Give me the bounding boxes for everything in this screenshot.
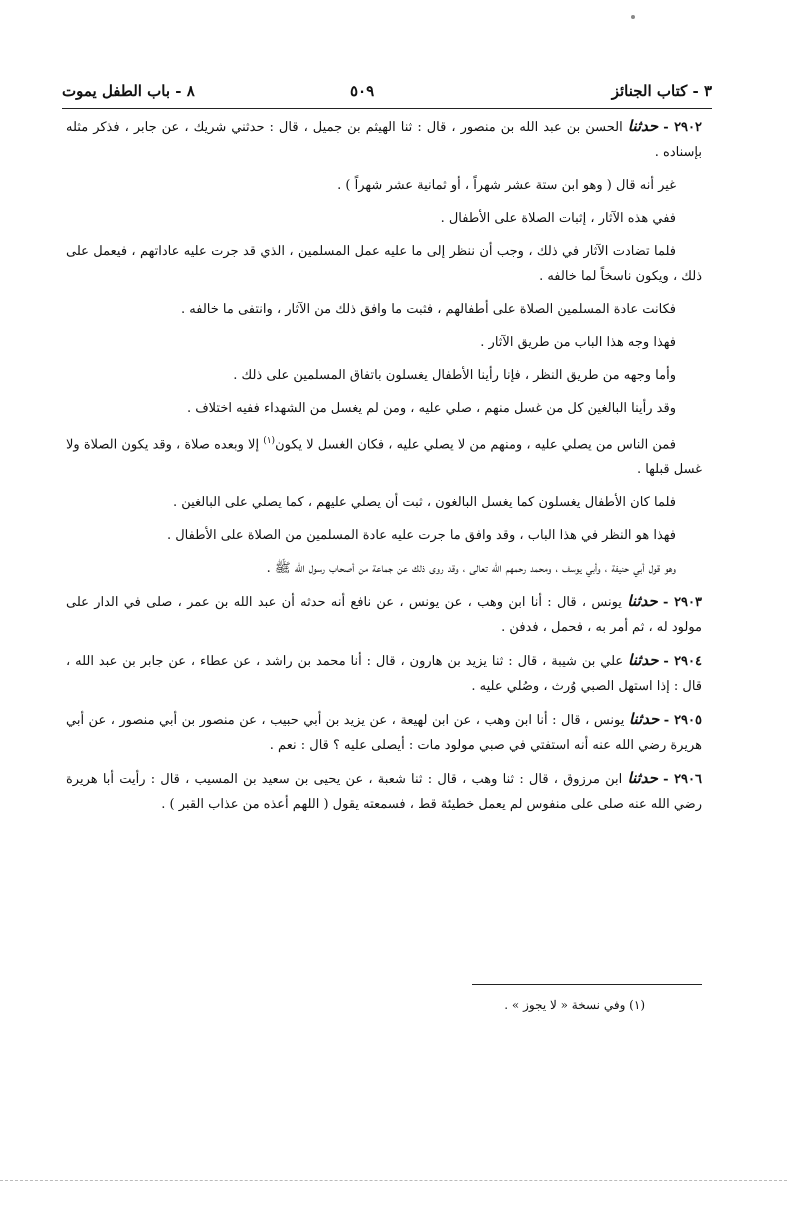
- narration-keyword: حدثنا: [628, 651, 659, 670]
- commentary-paragraph: [66, 556, 702, 581]
- hadith-paragraph: [66, 766, 702, 817]
- hadith-paragraph: [66, 114, 702, 165]
- footnote: (١) وفي نسخة « لا يجوز » .: [504, 998, 645, 1012]
- paragraph-text: الحسن بن عبد الله بن منصور ، قال : ثنا الهيثم بن جميل ، قال : حدثني شريك ، عن جابر ، فذكر مثله بإسناده .: [66, 120, 702, 160]
- commentary-paragraph: [66, 330, 702, 355]
- footnote-rule: [472, 984, 702, 985]
- narration-keyword: حدثنا: [628, 710, 660, 729]
- narration-keyword: حدثنا: [627, 117, 659, 135]
- paragraph-text: غير أنه قال ( وهو ابن ستة عشر شهراً ، أو ثمانية عشر شهراً ) .: [337, 178, 676, 193]
- hadith-number: ٢٩٠٣ -: [662, 595, 703, 611]
- paragraph-text: فهذا هو النظر في هذا الباب ، وقد وافق ما جرت عليه عادة المسلمين من الصلاة على الأطفال .: [166, 528, 676, 544]
- paragraph-text: فكانت عادة المسلمين الصلاة على أطفالهم ، فثبت ما وافق ذلك من الآثار ، وانتفى ما خالفه .: [181, 302, 676, 317]
- footnote-marker: (١): [263, 436, 276, 446]
- commentary-paragraph: [66, 490, 702, 515]
- commentary-paragraph: [66, 363, 702, 388]
- narration-keyword: حدثنا: [627, 769, 658, 788]
- paragraph-text: وهو قول أبي حنيفة ، وأبي يوسف ، ومحمد رحمهم الله تعالى ، وقد روى ذلك عن جماعة من أصحاب رسول الله ﷺ .: [266, 561, 676, 577]
- hadith-paragraph: [66, 648, 702, 699]
- hadith-number: ٢٩٠٥ -: [663, 713, 703, 729]
- scan-speck: [631, 15, 635, 19]
- commentary-paragraph: [66, 523, 702, 548]
- commentary-paragraph: [66, 429, 702, 482]
- header-book-title: ٣ - كتاب الجنائز: [611, 82, 712, 100]
- commentary-paragraph: [66, 206, 702, 231]
- running-header: [62, 78, 712, 104]
- hadith-paragraph: [66, 707, 702, 758]
- paragraph-text: فهذا وجه هذا الباب من طريق الآثار .: [480, 335, 676, 350]
- header-section-title: ٨ - باب الطفل يموت: [62, 82, 195, 100]
- commentary-paragraph: [66, 396, 702, 421]
- hadith-number: ٢٩٠٢ -: [663, 120, 702, 135]
- paragraph-text: وأما وجهه من طريق النظر ، فإنا رأينا الأطفال يغسلون باتفاق المسلمين على ذلك .: [233, 368, 676, 383]
- body-text: [66, 114, 702, 825]
- page-number: ٥٠٩: [350, 82, 375, 100]
- paragraph-text: يونس ، قال : أنا ابن وهب ، عن ابن لهيعة ، عن يزيد بن أبي حبيب ، عن منصور بن أبي منصور ، عن أبي هريرة رضي الله عنه أنه استفتي في صبي مولود مات : أيصلى عليه ؟ قال : نعم .: [66, 713, 702, 754]
- narration-keyword: حدثنا: [627, 592, 658, 611]
- paragraph-text: فلما تضادت الآثار في ذلك ، وجب أن ننظر إلى ما عليه عمل المسلمين ، الذي قد جرت عليه عاداتهم ، فيعمل على ذلك ، ويكون ناسخاً لما خالفه .: [66, 244, 702, 284]
- commentary-paragraph: [66, 239, 702, 289]
- commentary-paragraph: [66, 173, 702, 198]
- paragraph-text: وقد رأينا البالغين كل من غسل منهم ، صلي عليه ، ومن لم يغسل من الشهداء ففيه اختلاف .: [186, 401, 676, 416]
- paragraph-text: ابن مرزوق ، قال : ثنا وهب ، قال : ثنا شعبة ، عن يحيى بن سعيد بن المسيب ، قال : رأيت أبا هريرة رضي الله عنه صلى على منفوس لم يعمل خطيئة قط ، فسمعته يقول ( اللهم أعذه من عذاب القبر ) .: [66, 772, 702, 813]
- paragraph-text: ففي هذه الآثار ، إثبات الصلاة على الأطفال .: [440, 211, 676, 226]
- paragraph-text: فلما كان الأطفال يغسلون كما يغسل البالغون ، ثبت أن يصلي عليهم ، كما يصلي على البالغين .: [172, 495, 676, 511]
- hadith-paragraph: [66, 589, 702, 640]
- paragraph-text: فمن الناس من يصلي عليه ، ومنهم من لا يصلي عليه ، فكان الغسل لا يكون: [275, 437, 676, 453]
- header-rule: [62, 108, 712, 109]
- scan-edge: [0, 1180, 787, 1181]
- paragraph-text-continued: إلا وبعده صلاة ، وقد يكون الصلاة ولا غسل قبلها .: [66, 437, 702, 478]
- paragraph-text: علي بن شيبة ، قال : ثنا يزيد بن هارون ، قال : أنا محمد بن راشد ، عن عطاء ، عن جابر بن عبد الله ، قال : إذا استهل الصبي وُرث ، وصُلي عليه .: [66, 654, 702, 695]
- commentary-paragraph: [66, 297, 702, 322]
- hadith-number: ٢٩٠٦ -: [663, 772, 703, 788]
- paragraph-text: يونس ، قال : أنا ابن وهب ، عن يونس ، عن نافع أنه حدثه أن عبد الله بن عمر ، صلى في الدار على مولود له ، ثم أمر به ، فحمل ، فدفن .: [66, 595, 702, 636]
- hadith-number: ٢٩٠٤ -: [663, 654, 703, 670]
